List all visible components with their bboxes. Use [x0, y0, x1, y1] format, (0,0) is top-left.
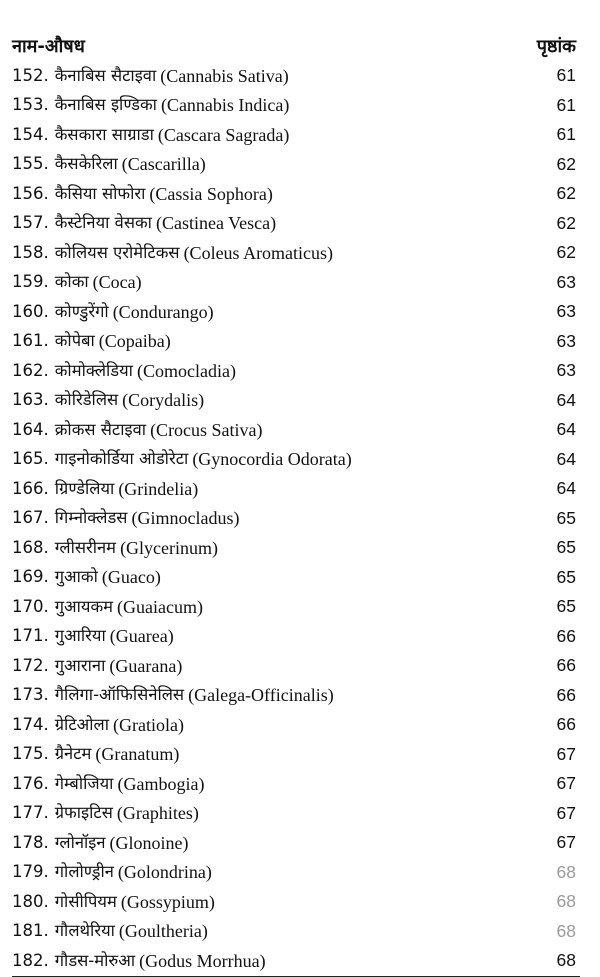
entry-hindi-name: कोमोक्लेडिया — [54, 360, 133, 380]
entry-number: 180. — [12, 891, 49, 911]
entry-hindi-name: कैनाबिस सैटाइवा — [54, 65, 157, 85]
entry-number: 155. — [12, 154, 49, 173]
entry-number: 168. — [12, 537, 49, 557]
entry-page-number: 67 — [556, 773, 576, 793]
entry-hindi-name: क्रोकस सैटाइवा — [54, 419, 147, 439]
entry-hindi-name: ग्रेफाइटिस — [54, 803, 113, 822]
index-entry — [12, 327, 580, 357]
entry-latin-name: (Granatum) — [95, 744, 180, 765]
entry-latin-name: (Castinea Vesca) — [155, 213, 277, 234]
index-entry — [12, 209, 580, 239]
entry-number: 156. — [12, 183, 49, 203]
entry-page-number: 64 — [556, 389, 576, 410]
entry-hindi-name: गुआयकम — [54, 596, 114, 616]
entry-latin-name: (Glonoine) — [109, 832, 189, 853]
entry-hindi-name: कैनाबिस इण्डिका — [54, 95, 157, 114]
entry-latin-name: (Gratiola) — [113, 714, 184, 735]
entry-page-number: 62 — [556, 242, 576, 262]
index-entry — [12, 887, 580, 917]
entry-page-number: 63 — [556, 360, 576, 380]
entry-page-number: 67 — [556, 832, 576, 852]
entry-hindi-name: कैसकारा साग्राडा — [54, 124, 154, 144]
entry-latin-name: (Gossypium) — [120, 891, 215, 912]
entry-page-number: 62 — [556, 212, 576, 233]
index-entry — [12, 769, 580, 799]
entry-page-number: 66 — [556, 684, 576, 705]
entry-number: 162. — [12, 360, 49, 380]
entry-page-number: 62 — [556, 183, 576, 203]
entry-latin-name: (Gynocordia Odorata) — [192, 449, 352, 470]
entry-number: 159. — [12, 272, 49, 291]
entry-hindi-name: कोका — [54, 272, 89, 291]
entry-page-number: 66 — [556, 655, 576, 675]
index-entry — [12, 356, 580, 386]
index-entry — [12, 858, 580, 888]
entry-hindi-name: गोलोण्ड्रीन — [54, 862, 114, 881]
entry-hindi-name: कोलियस एरोमेटिकस — [54, 242, 180, 262]
entry-latin-name: (Cascara Sagrada) — [157, 124, 290, 145]
index-entry — [12, 828, 580, 858]
index-entry — [12, 917, 580, 947]
index-entry — [12, 592, 580, 622]
index-entry — [12, 651, 580, 681]
index-entry — [12, 297, 580, 327]
entry-page-number: 65 — [556, 596, 576, 616]
entry-number: 160. — [12, 301, 49, 321]
entry-page-number: 63 — [556, 330, 576, 351]
entry-page-number: 66 — [556, 714, 576, 734]
entry-page-number: 61 — [556, 65, 576, 85]
header-name-label: नाम-औषध — [12, 36, 85, 57]
entry-latin-name: (Coca) — [92, 272, 142, 293]
entry-page-number: 67 — [556, 802, 576, 823]
entry-page-number: 66 — [556, 625, 576, 646]
entry-hindi-name: गुआराना — [54, 655, 106, 675]
entry-number: 164. — [12, 419, 49, 439]
entry-hindi-name: ग्रेटिओला — [54, 714, 109, 734]
index-entry — [12, 622, 580, 652]
index-entry — [12, 946, 580, 977]
index-entry — [12, 740, 580, 770]
entry-hindi-name: ग्रैनेटम — [54, 744, 92, 763]
entry-page-number: 65 — [556, 507, 576, 528]
index-entry — [12, 386, 580, 416]
index-entry — [12, 268, 580, 298]
entry-page-number: 62 — [556, 153, 576, 174]
entry-hindi-name: ग्लीसरीनम — [54, 537, 117, 557]
entry-latin-name: (Grindelia) — [118, 478, 199, 499]
entry-latin-name: (Guarana) — [109, 655, 183, 676]
entry-number: 167. — [12, 508, 49, 527]
entry-number: 176. — [12, 773, 49, 793]
entry-hindi-name: ग्लोनॉइन — [54, 832, 106, 852]
index-entry — [12, 504, 580, 534]
index-entry — [12, 150, 580, 180]
entry-hindi-name: कोरिडेलिस — [54, 390, 119, 409]
entry-number: 153. — [12, 95, 49, 114]
entry-hindi-name: गौलथेरिया — [54, 921, 115, 940]
index-entry — [12, 681, 580, 711]
header-page-label: पृष्ठांक — [536, 36, 576, 57]
entry-hindi-name: गैलिगा-ऑफिसिनेलिस — [54, 685, 185, 704]
entry-latin-name: (Guaiacum) — [117, 596, 203, 617]
entry-hindi-name: गेम्बोजिया — [54, 773, 114, 793]
index-entry — [12, 179, 580, 209]
entry-number: 182. — [12, 950, 49, 970]
index-entry — [12, 474, 580, 504]
entry-number: 163. — [12, 390, 49, 409]
entry-latin-name: (Corydalis) — [122, 390, 205, 411]
entry-number: 165. — [12, 449, 49, 468]
entry-page-number: 61 — [556, 94, 576, 115]
entry-page-number: 63 — [556, 301, 576, 321]
entry-latin-name: (Gimnocladus) — [131, 508, 240, 529]
entry-page-number: 64 — [556, 419, 576, 439]
entry-page-number: 63 — [556, 271, 576, 292]
entry-latin-name: (Guarea) — [109, 626, 174, 647]
entry-page-number: 61 — [556, 124, 576, 144]
entry-number: 161. — [12, 331, 49, 350]
entry-hindi-name: गाइनोकोर्डिया ओडोरेटा — [54, 449, 189, 468]
entry-latin-name: (Godus Morrhua) — [139, 950, 266, 971]
entry-page-number: 68 — [556, 861, 576, 882]
index-entry — [12, 533, 580, 563]
entry-latin-name: (Crocus Sativa) — [150, 419, 263, 440]
entry-hindi-name: गोसीपियम — [54, 891, 117, 911]
entry-page-number: 65 — [556, 566, 576, 587]
entry-latin-name: (Graphites) — [116, 803, 199, 824]
index-entry — [12, 120, 580, 150]
entry-latin-name: (Copaiba) — [98, 331, 171, 352]
entry-latin-name: (Guaco) — [101, 567, 161, 588]
entry-latin-name: (Cannabis Indica) — [160, 95, 290, 116]
entry-hindi-name: गुआको — [54, 567, 98, 586]
entry-page-number: 64 — [556, 478, 576, 498]
entry-hindi-name: कैसिया सोफोरा — [54, 183, 146, 203]
entry-hindi-name: कैसकेरिला — [54, 154, 118, 173]
entry-number: 158. — [12, 242, 49, 262]
entry-number: 177. — [12, 803, 49, 822]
entry-number: 175. — [12, 744, 49, 763]
entry-number: 170. — [12, 596, 49, 616]
entry-latin-name: (Gambogia) — [117, 773, 205, 794]
index-entry — [12, 415, 580, 445]
index-entry — [12, 710, 580, 740]
entry-page-number: 68 — [556, 920, 576, 941]
entry-latin-name: (Cascarilla) — [121, 154, 206, 175]
entry-number: 181. — [12, 921, 49, 940]
entry-hindi-name: गिम्नोक्लेडस — [54, 508, 128, 527]
entry-latin-name: (Golondrina) — [117, 862, 212, 883]
index-entry — [12, 238, 580, 268]
entry-latin-name: (Galega-Officinalis) — [188, 685, 334, 706]
entry-number: 179. — [12, 862, 49, 881]
entry-hindi-name: कोपेबा — [54, 331, 95, 350]
entry-page-number: 68 — [556, 891, 576, 911]
index-entry — [12, 563, 580, 593]
entry-hindi-name: कोण्डुरेंगो — [54, 301, 109, 321]
entry-number: 173. — [12, 685, 49, 704]
entry-latin-name: (Glycerinum) — [120, 537, 219, 558]
index-entry — [12, 445, 580, 475]
entry-latin-name: (Cannabis Sativa) — [160, 65, 289, 86]
entry-hindi-name: कैस्टेनिया वेसका — [54, 213, 152, 232]
entry-page-number: 68 — [556, 950, 576, 970]
entry-number: 166. — [12, 478, 49, 498]
entry-latin-name: (Goultheria) — [118, 921, 208, 942]
entry-number: 171. — [12, 626, 49, 645]
entry-number: 169. — [12, 567, 49, 586]
entry-number: 172. — [12, 655, 49, 675]
entry-number: 157. — [12, 213, 49, 232]
index-entry — [12, 61, 580, 91]
entry-latin-name: (Condurango) — [112, 301, 214, 322]
entry-number: 152. — [12, 65, 49, 85]
entry-page-number: 65 — [556, 537, 576, 557]
entry-page-number: 67 — [556, 743, 576, 764]
entry-page-number: 64 — [556, 448, 576, 469]
entry-latin-name: (Comocladia) — [136, 360, 236, 381]
entry-latin-name: (Cassia Sophora) — [149, 183, 273, 204]
entry-number: 154. — [12, 124, 49, 144]
entry-number: 174. — [12, 714, 49, 734]
entry-hindi-name: ग्रिण्डेलिया — [54, 478, 115, 498]
entry-latin-name: (Coleus Aromaticus) — [183, 242, 334, 263]
index-list — [12, 61, 580, 977]
index-entry — [12, 91, 580, 121]
index-entry — [12, 799, 580, 829]
index-header — [12, 28, 580, 58]
entry-hindi-name: गौडस-मोरुआ — [54, 950, 136, 970]
entry-number: 178. — [12, 832, 49, 852]
entry-hindi-name: गुआरिया — [54, 626, 106, 645]
